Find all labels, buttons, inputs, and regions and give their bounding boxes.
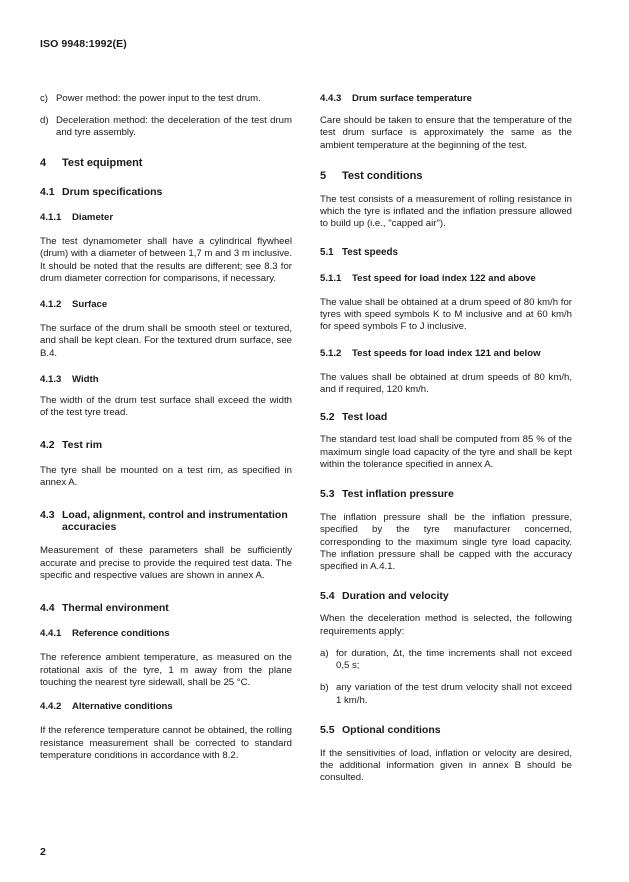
list-item-b: [320, 682, 572, 706]
section-4-2-text: The tyre shall be mounted on a test rim, as specified in annex A.: [40, 464, 292, 488]
section-4-4-1-heading: 4.4.1 Reference conditions: [40, 628, 170, 640]
section-5-4-heading: 5.4 Duration and velocity: [320, 590, 449, 603]
section-4-4-3-heading: 4.4.3 Drum surface temperature: [320, 93, 472, 104]
left-column: [40, 93, 292, 762]
section-4-1-heading: 4.1 Drum specifications: [40, 185, 163, 198]
section-4-4-2-text: If the reference temperature cannot be obtained, the rolling resistance measurement shall be corrected to standard temperature conditions in accordance with 8.2.: [40, 725, 292, 761]
section-5-3-text: The inflation pressure shall be the inflation pressure, specified by the tyre manufacturer concerned, corresponding to the maximum single tyre load capacity. The inflation pressure shall be capped with the accuracy specified in A.4.1.: [320, 512, 572, 573]
document-id-header: ISO 9948:1992(E): [40, 38, 127, 50]
section-5-5-text: If the sensitivities of load, inflation or velocity are desired, the additional information given in annex B should be consulted.: [320, 747, 572, 784]
section-5-3-heading: 5.3 Test inflation pressure: [320, 488, 454, 501]
section-4-1-3-heading: 4.1.3 Width: [40, 373, 99, 385]
section-5-2-text: The standard test load shall be computed from 85 % of the maximum single load capacity of the tyre and shall be kept within the tolerance specified in annex A.: [320, 434, 572, 470]
section-4-1-3-text: The width of the drum test surface shall exceed the width of the test tyre tread.: [40, 395, 292, 419]
section-5-heading: 5 Test conditions: [320, 169, 423, 182]
section-5-text: The test consists of a measurement of rolling resistance in which the tyre is inflated and the inflation pressure allowed to build up (i.e., "capped air").: [320, 194, 572, 230]
list-marker: d): [40, 115, 49, 127]
list-item-d: [40, 115, 292, 139]
section-5-2-heading: 5.2 Test load: [320, 411, 388, 424]
section-5-4-text: When the deceleration method is selected, the following requirements apply:: [320, 613, 572, 637]
section-4-4-heading: 4.4 Thermal environment: [40, 602, 169, 615]
section-5-1-1-text: The value shall be obtained at a drum speed of 80 km/h for tyres with speed symbols K to M inclusive and at 60 km/h for speed symbols F to J inclusive.: [320, 297, 572, 333]
section-4-heading: 4 Test equipment: [40, 156, 143, 169]
section-4-1-2-text: The surface of the drum shall be smooth steel or textured, and shall be kept clean. For the textured drum surface, see B.4.: [40, 323, 292, 359]
section-4-1-2-heading: 4.1.2 Surface: [40, 299, 108, 311]
section-4-3-heading: 4.3 Load, alignment, control and instrumentation accuracies: [40, 509, 288, 534]
right-column: [320, 93, 572, 785]
section-4-1-1-heading: 4.1.1 Diameter: [40, 212, 114, 224]
list-marker: a): [320, 647, 329, 659]
section-5-1-1-heading: 5.1.1 Test speed for load index 122 and above: [320, 272, 536, 284]
section-4-4-2-heading: 4.4.2 Alternative conditions: [40, 701, 173, 713]
list-text: Deceleration method: the deceleration of the test drum and tyre assembly.: [56, 115, 292, 139]
section-5-5-heading: 5.5 Optional conditions: [320, 723, 441, 736]
list-text: any variation of the test drum velocity shall not exceed 1 km/h.: [336, 682, 572, 706]
list-marker: b): [320, 682, 329, 694]
section-4-1-1-text: The test dynamometer shall have a cylindrical flywheel (drum) with a diameter of between 1,7 m and 3 m inclusive. It should be noted that the results are different; see 8.3 for drum diameter correction for comparisons, if necessary.: [40, 236, 292, 284]
list-marker: c): [40, 93, 48, 104]
list-item-a: [320, 648, 572, 672]
section-5-1-2-heading: 5.1.2 Test speeds for load index 121 and below: [320, 347, 541, 359]
list-text: for duration, Δt, the time increments shall not exceed 0,5 s;: [336, 647, 572, 672]
section-4-3-text: Measurement of these parameters shall be sufficiently accurate and precise to provide the required test data. The specific and respective values are shown in annex A.: [40, 545, 292, 581]
list-text: Power method: the power input to the test drum.: [56, 93, 261, 104]
section-5-1-2-text: The values shall be obtained at drum speeds of 80 km/h, and if required, 120 km/h.: [320, 371, 572, 396]
section-4-4-3-text: Care should be taken to ensure that the temperature of the test drum surface is approximately the same as the ambient temperature at the beginning of the test.: [320, 115, 572, 151]
section-5-1-heading: 5.1 Test speeds: [320, 246, 398, 258]
section-4-4-1-text: The reference ambient temperature, as measured on the rotational axis of the tyre, 1 m away from the plane touching the nearest tyre sidewall, shall be 25 °C.: [40, 652, 292, 688]
page-number: 2: [40, 846, 46, 858]
section-4-2-heading: 4.2 Test rim: [40, 439, 103, 452]
list-item-c: [40, 93, 292, 105]
